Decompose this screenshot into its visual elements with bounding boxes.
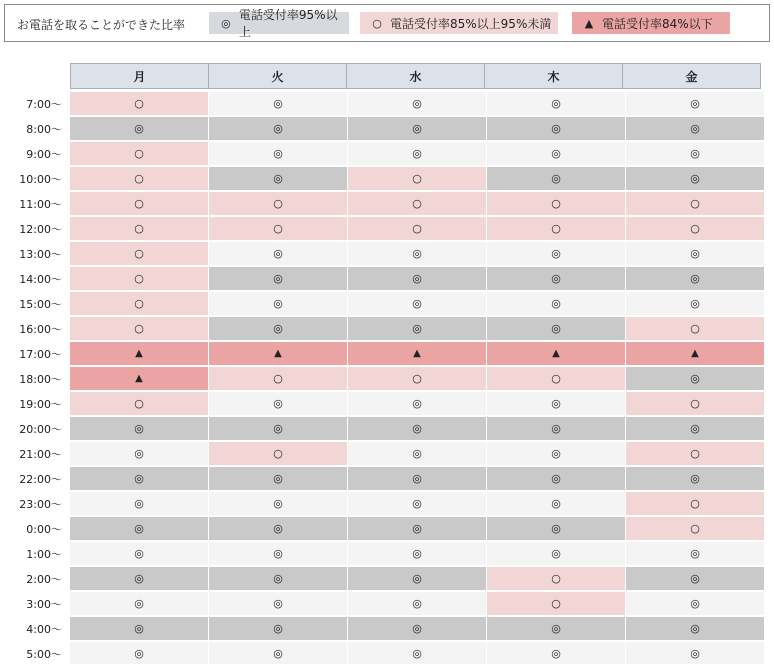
rate-cell bbox=[209, 617, 347, 641]
time-label: 0:00～ bbox=[26, 523, 62, 536]
rate-cell bbox=[70, 542, 208, 566]
rate-cell bbox=[209, 292, 347, 316]
legend-item-good bbox=[360, 12, 558, 34]
rate-cell bbox=[70, 92, 208, 116]
double-circle-icon: ◎ bbox=[273, 147, 283, 160]
double-circle-icon: ◎ bbox=[551, 547, 561, 560]
table-row bbox=[0, 417, 774, 442]
double-circle-icon: ◎ bbox=[412, 272, 422, 285]
double-circle-icon: ◎ bbox=[221, 16, 231, 30]
rate-cell bbox=[348, 242, 486, 266]
double-circle-icon: ◎ bbox=[412, 397, 422, 410]
rate-cell bbox=[626, 292, 764, 316]
time-label: 15:00～ bbox=[19, 298, 62, 311]
rate-cell bbox=[348, 267, 486, 291]
rate-cell bbox=[487, 167, 625, 191]
triangle-icon: ▲ bbox=[135, 348, 143, 359]
rate-cell bbox=[209, 242, 347, 266]
double-circle-icon: ◎ bbox=[412, 422, 422, 435]
rate-cell bbox=[70, 592, 208, 616]
double-circle-icon: ◎ bbox=[273, 522, 283, 535]
double-circle-icon: ◎ bbox=[551, 397, 561, 410]
rate-cell bbox=[70, 492, 208, 516]
double-circle-icon: ◎ bbox=[134, 497, 144, 510]
circle-icon: ○ bbox=[134, 222, 144, 235]
rate-cell bbox=[487, 142, 625, 166]
triangle-icon: ▲ bbox=[274, 348, 282, 359]
double-circle-icon: ◎ bbox=[690, 122, 700, 135]
double-circle-icon: ◎ bbox=[551, 247, 561, 260]
time-label: 14:00～ bbox=[19, 273, 62, 286]
time-label: 18:00～ bbox=[19, 373, 62, 386]
double-circle-icon: ◎ bbox=[273, 122, 283, 135]
rate-cell bbox=[626, 392, 764, 416]
double-circle-icon: ◎ bbox=[134, 522, 144, 535]
rate-cell bbox=[487, 542, 625, 566]
circle-icon: ○ bbox=[134, 272, 144, 285]
double-circle-icon: ◎ bbox=[273, 322, 283, 335]
rate-cell bbox=[487, 617, 625, 641]
table-row bbox=[0, 367, 774, 392]
legend-label: 電話受付率95%以上 bbox=[238, 8, 338, 39]
circle-icon: ○ bbox=[273, 222, 283, 235]
rate-cell bbox=[487, 467, 625, 491]
rate-cell bbox=[209, 392, 347, 416]
legend-title: お電話を取ることができた比率 bbox=[17, 18, 186, 32]
double-circle-icon: ◎ bbox=[134, 422, 144, 435]
double-circle-icon: ◎ bbox=[412, 147, 422, 160]
time-label: 16:00～ bbox=[19, 323, 62, 336]
table-row bbox=[0, 467, 774, 492]
double-circle-icon: ◎ bbox=[551, 97, 561, 110]
double-circle-icon: ◎ bbox=[273, 597, 283, 610]
rate-cell bbox=[487, 192, 625, 216]
circle-icon: ○ bbox=[134, 297, 144, 310]
table-row bbox=[0, 642, 774, 664]
circle-icon: ○ bbox=[134, 197, 144, 210]
double-circle-icon: ◎ bbox=[412, 247, 422, 260]
rate-cell bbox=[626, 117, 764, 141]
rate-cell bbox=[70, 342, 208, 366]
rate-cell bbox=[487, 492, 625, 516]
header-row bbox=[70, 63, 761, 89]
rate-cell bbox=[209, 567, 347, 591]
rate-cell bbox=[70, 442, 208, 466]
table-row bbox=[0, 542, 774, 567]
rate-cell bbox=[626, 417, 764, 441]
rate-cell bbox=[487, 217, 625, 241]
time-label: 17:00～ bbox=[19, 348, 62, 361]
rate-cell bbox=[348, 192, 486, 216]
rate-cell bbox=[70, 192, 208, 216]
legend bbox=[4, 4, 770, 42]
double-circle-icon: ◎ bbox=[690, 572, 700, 585]
rate-cell bbox=[348, 642, 486, 664]
rate-cell bbox=[348, 592, 486, 616]
rate-cell bbox=[348, 367, 486, 391]
rate-cell bbox=[626, 467, 764, 491]
rate-cell bbox=[626, 92, 764, 116]
table-row bbox=[0, 242, 774, 267]
legend-item-bad bbox=[572, 12, 730, 34]
day-header-wed: 水 bbox=[346, 63, 485, 89]
table-row bbox=[0, 517, 774, 542]
rate-cell bbox=[209, 467, 347, 491]
rate-cell bbox=[487, 92, 625, 116]
rate-cell bbox=[70, 642, 208, 664]
double-circle-icon: ◎ bbox=[551, 322, 561, 335]
rate-cell bbox=[487, 642, 625, 664]
rate-cell bbox=[209, 317, 347, 341]
double-circle-icon: ◎ bbox=[412, 297, 422, 310]
rate-cell bbox=[626, 642, 764, 664]
rate-cell bbox=[348, 142, 486, 166]
double-circle-icon: ◎ bbox=[273, 472, 283, 485]
rate-cell bbox=[209, 267, 347, 291]
double-circle-icon: ◎ bbox=[134, 597, 144, 610]
table-row bbox=[0, 92, 774, 117]
table-row bbox=[0, 192, 774, 217]
circle-icon: ○ bbox=[273, 197, 283, 210]
rate-cell bbox=[487, 392, 625, 416]
double-circle-icon: ◎ bbox=[273, 647, 283, 660]
rate-cell bbox=[348, 567, 486, 591]
double-circle-icon: ◎ bbox=[412, 522, 422, 535]
day-header-tue: 火 bbox=[208, 63, 347, 89]
double-circle-icon: ◎ bbox=[551, 522, 561, 535]
rate-cell bbox=[209, 542, 347, 566]
double-circle-icon: ◎ bbox=[134, 122, 144, 135]
time-label: 3:00～ bbox=[26, 598, 62, 611]
rate-cell bbox=[487, 417, 625, 441]
rate-cell bbox=[626, 267, 764, 291]
rate-cell bbox=[70, 467, 208, 491]
rate-cell bbox=[70, 567, 208, 591]
rate-cell bbox=[626, 567, 764, 591]
circle-icon: ○ bbox=[134, 322, 144, 335]
rate-cell bbox=[70, 267, 208, 291]
rate-cell bbox=[487, 317, 625, 341]
double-circle-icon: ◎ bbox=[134, 572, 144, 585]
rate-cell bbox=[626, 617, 764, 641]
double-circle-icon: ◎ bbox=[690, 147, 700, 160]
rate-cell bbox=[209, 642, 347, 664]
rate-cell bbox=[209, 142, 347, 166]
day-header-thu: 木 bbox=[484, 63, 623, 89]
circle-icon: ○ bbox=[690, 397, 700, 410]
rate-cell bbox=[348, 517, 486, 541]
time-label: 20:00～ bbox=[19, 423, 62, 436]
triangle-icon: ▲ bbox=[413, 348, 421, 359]
rate-cell bbox=[626, 492, 764, 516]
rate-cell bbox=[487, 242, 625, 266]
double-circle-icon: ◎ bbox=[273, 172, 283, 185]
rate-cell bbox=[348, 292, 486, 316]
table-row bbox=[0, 117, 774, 142]
circle-icon: ○ bbox=[273, 447, 283, 460]
double-circle-icon: ◎ bbox=[551, 497, 561, 510]
rate-cell bbox=[348, 467, 486, 491]
rate-cell bbox=[348, 392, 486, 416]
rate-cell bbox=[626, 217, 764, 241]
double-circle-icon: ◎ bbox=[690, 172, 700, 185]
table-row bbox=[0, 292, 774, 317]
circle-icon: ○ bbox=[412, 197, 422, 210]
double-circle-icon: ◎ bbox=[551, 647, 561, 660]
rate-cell bbox=[348, 92, 486, 116]
rate-cell bbox=[348, 167, 486, 191]
triangle-icon: ▲ bbox=[552, 348, 560, 359]
time-label: 1:00～ bbox=[26, 548, 62, 561]
circle-icon: ○ bbox=[412, 172, 422, 185]
table-row bbox=[0, 142, 774, 167]
table-row bbox=[0, 617, 774, 642]
time-label: 22:00～ bbox=[19, 473, 62, 486]
double-circle-icon: ◎ bbox=[134, 547, 144, 560]
double-circle-icon: ◎ bbox=[690, 647, 700, 660]
double-circle-icon: ◎ bbox=[690, 372, 700, 385]
table-row bbox=[0, 267, 774, 292]
rate-cell bbox=[348, 317, 486, 341]
double-circle-icon: ◎ bbox=[273, 622, 283, 635]
table-row bbox=[0, 592, 774, 617]
time-label: 7:00～ bbox=[26, 98, 62, 111]
time-label: 12:00～ bbox=[19, 223, 62, 236]
rate-cell bbox=[70, 367, 208, 391]
double-circle-icon: ◎ bbox=[690, 597, 700, 610]
rate-cell bbox=[70, 617, 208, 641]
table-row bbox=[0, 442, 774, 467]
rate-cell bbox=[626, 542, 764, 566]
double-circle-icon: ◎ bbox=[273, 497, 283, 510]
time-label: 21:00～ bbox=[19, 448, 62, 461]
circle-icon: ○ bbox=[134, 247, 144, 260]
double-circle-icon: ◎ bbox=[551, 472, 561, 485]
rate-cell bbox=[209, 117, 347, 141]
time-label: 4:00～ bbox=[26, 623, 62, 636]
rate-cell bbox=[209, 442, 347, 466]
double-circle-icon: ◎ bbox=[412, 497, 422, 510]
double-circle-icon: ◎ bbox=[551, 447, 561, 460]
double-circle-icon: ◎ bbox=[551, 147, 561, 160]
circle-icon: ○ bbox=[690, 322, 700, 335]
table-row bbox=[0, 567, 774, 592]
double-circle-icon: ◎ bbox=[134, 647, 144, 660]
double-circle-icon: ◎ bbox=[551, 272, 561, 285]
rate-cell bbox=[70, 217, 208, 241]
table-row bbox=[0, 217, 774, 242]
double-circle-icon: ◎ bbox=[134, 622, 144, 635]
rate-cell bbox=[626, 342, 764, 366]
rate-cell bbox=[487, 267, 625, 291]
double-circle-icon: ◎ bbox=[690, 422, 700, 435]
rate-cell bbox=[209, 517, 347, 541]
rate-cell bbox=[487, 292, 625, 316]
rate-cell bbox=[626, 592, 764, 616]
time-label: 11:00～ bbox=[19, 198, 62, 211]
time-label: 10:00～ bbox=[19, 173, 62, 186]
table-row bbox=[0, 342, 774, 367]
double-circle-icon: ◎ bbox=[273, 97, 283, 110]
table-row bbox=[0, 492, 774, 517]
rate-cell bbox=[487, 342, 625, 366]
double-circle-icon: ◎ bbox=[551, 297, 561, 310]
rate-cell bbox=[209, 217, 347, 241]
legend-item-best bbox=[209, 8, 349, 39]
double-circle-icon: ◎ bbox=[551, 172, 561, 185]
rate-cell bbox=[348, 417, 486, 441]
rate-cell bbox=[70, 417, 208, 441]
double-circle-icon: ◎ bbox=[412, 622, 422, 635]
circle-icon: ○ bbox=[551, 597, 561, 610]
circle-icon: ○ bbox=[372, 16, 382, 30]
rate-cell bbox=[348, 342, 486, 366]
double-circle-icon: ◎ bbox=[273, 297, 283, 310]
rate-cell bbox=[209, 167, 347, 191]
table-row bbox=[0, 317, 774, 342]
circle-icon: ○ bbox=[134, 147, 144, 160]
circle-icon: ○ bbox=[690, 497, 700, 510]
rate-cell bbox=[209, 342, 347, 366]
rate-cell bbox=[626, 242, 764, 266]
double-circle-icon: ◎ bbox=[412, 97, 422, 110]
rate-cell bbox=[70, 517, 208, 541]
double-circle-icon: ◎ bbox=[412, 647, 422, 660]
double-circle-icon: ◎ bbox=[412, 547, 422, 560]
rate-cell bbox=[209, 92, 347, 116]
time-label: 2:00～ bbox=[26, 573, 62, 586]
triangle-icon: ▲ bbox=[691, 348, 699, 359]
rate-cell bbox=[70, 142, 208, 166]
rate-cell bbox=[626, 442, 764, 466]
rate-cell bbox=[348, 542, 486, 566]
rate-cell bbox=[70, 392, 208, 416]
double-circle-icon: ◎ bbox=[273, 422, 283, 435]
time-label: 5:00～ bbox=[26, 648, 62, 661]
double-circle-icon: ◎ bbox=[412, 572, 422, 585]
circle-icon: ○ bbox=[690, 197, 700, 210]
rate-cell bbox=[209, 492, 347, 516]
rate-cell bbox=[348, 217, 486, 241]
rate-cell bbox=[626, 367, 764, 391]
rate-cell bbox=[487, 517, 625, 541]
rate-cell bbox=[70, 242, 208, 266]
table-row bbox=[0, 392, 774, 417]
circle-icon: ○ bbox=[273, 372, 283, 385]
double-circle-icon: ◎ bbox=[690, 297, 700, 310]
circle-icon: ○ bbox=[134, 397, 144, 410]
circle-icon: ○ bbox=[412, 372, 422, 385]
rate-cell bbox=[626, 142, 764, 166]
rate-cell bbox=[487, 117, 625, 141]
rate-cell bbox=[348, 492, 486, 516]
circle-icon: ○ bbox=[551, 572, 561, 585]
circle-icon: ○ bbox=[412, 222, 422, 235]
circle-icon: ○ bbox=[551, 197, 561, 210]
double-circle-icon: ◎ bbox=[273, 272, 283, 285]
day-header-mon: 月 bbox=[70, 63, 209, 89]
circle-icon: ○ bbox=[690, 222, 700, 235]
time-label: 13:00～ bbox=[19, 248, 62, 261]
rate-cell bbox=[70, 167, 208, 191]
rate-cell bbox=[209, 417, 347, 441]
time-label: 19:00～ bbox=[19, 398, 62, 411]
rate-cell bbox=[348, 442, 486, 466]
double-circle-icon: ◎ bbox=[551, 422, 561, 435]
rate-cell bbox=[626, 192, 764, 216]
double-circle-icon: ◎ bbox=[412, 322, 422, 335]
time-label: 23:00～ bbox=[19, 498, 62, 511]
double-circle-icon: ◎ bbox=[273, 572, 283, 585]
rate-cell bbox=[487, 367, 625, 391]
rate-cell bbox=[209, 367, 347, 391]
rate-cell bbox=[70, 317, 208, 341]
rate-cell bbox=[626, 517, 764, 541]
rate-cell bbox=[348, 617, 486, 641]
rate-cell bbox=[70, 117, 208, 141]
double-circle-icon: ◎ bbox=[690, 622, 700, 635]
rate-cell bbox=[209, 592, 347, 616]
double-circle-icon: ◎ bbox=[273, 547, 283, 560]
rate-cell bbox=[70, 292, 208, 316]
double-circle-icon: ◎ bbox=[412, 472, 422, 485]
double-circle-icon: ◎ bbox=[690, 272, 700, 285]
day-header-fri: 金 bbox=[622, 63, 761, 89]
rate-cell bbox=[209, 192, 347, 216]
circle-icon: ○ bbox=[551, 372, 561, 385]
legend-label: 電話受付率84%以下 bbox=[602, 16, 713, 31]
double-circle-icon: ◎ bbox=[273, 247, 283, 260]
table-row bbox=[0, 167, 774, 192]
circle-icon: ○ bbox=[551, 222, 561, 235]
triangle-icon: ▲ bbox=[135, 373, 143, 384]
time-label: 9:00～ bbox=[26, 148, 62, 161]
double-circle-icon: ◎ bbox=[690, 97, 700, 110]
double-circle-icon: ◎ bbox=[551, 122, 561, 135]
legend-label: 電話受付率85%以上95%未満 bbox=[390, 16, 552, 31]
double-circle-icon: ◎ bbox=[134, 472, 144, 485]
rate-cell bbox=[626, 317, 764, 341]
double-circle-icon: ◎ bbox=[412, 597, 422, 610]
circle-icon: ○ bbox=[134, 172, 144, 185]
circle-icon: ○ bbox=[690, 522, 700, 535]
double-circle-icon: ◎ bbox=[273, 397, 283, 410]
circle-icon: ○ bbox=[690, 447, 700, 460]
rate-cell bbox=[487, 442, 625, 466]
double-circle-icon: ◎ bbox=[690, 472, 700, 485]
double-circle-icon: ◎ bbox=[551, 622, 561, 635]
time-label: 8:00～ bbox=[26, 123, 62, 136]
circle-icon: ○ bbox=[134, 97, 144, 110]
rate-cell bbox=[487, 567, 625, 591]
double-circle-icon: ◎ bbox=[412, 447, 422, 460]
double-circle-icon: ◎ bbox=[690, 247, 700, 260]
rate-cell bbox=[626, 167, 764, 191]
double-circle-icon: ◎ bbox=[134, 447, 144, 460]
rate-cell bbox=[348, 117, 486, 141]
double-circle-icon: ◎ bbox=[690, 547, 700, 560]
double-circle-icon: ◎ bbox=[412, 122, 422, 135]
triangle-icon: ▲ bbox=[584, 16, 594, 30]
rate-cell bbox=[487, 592, 625, 616]
